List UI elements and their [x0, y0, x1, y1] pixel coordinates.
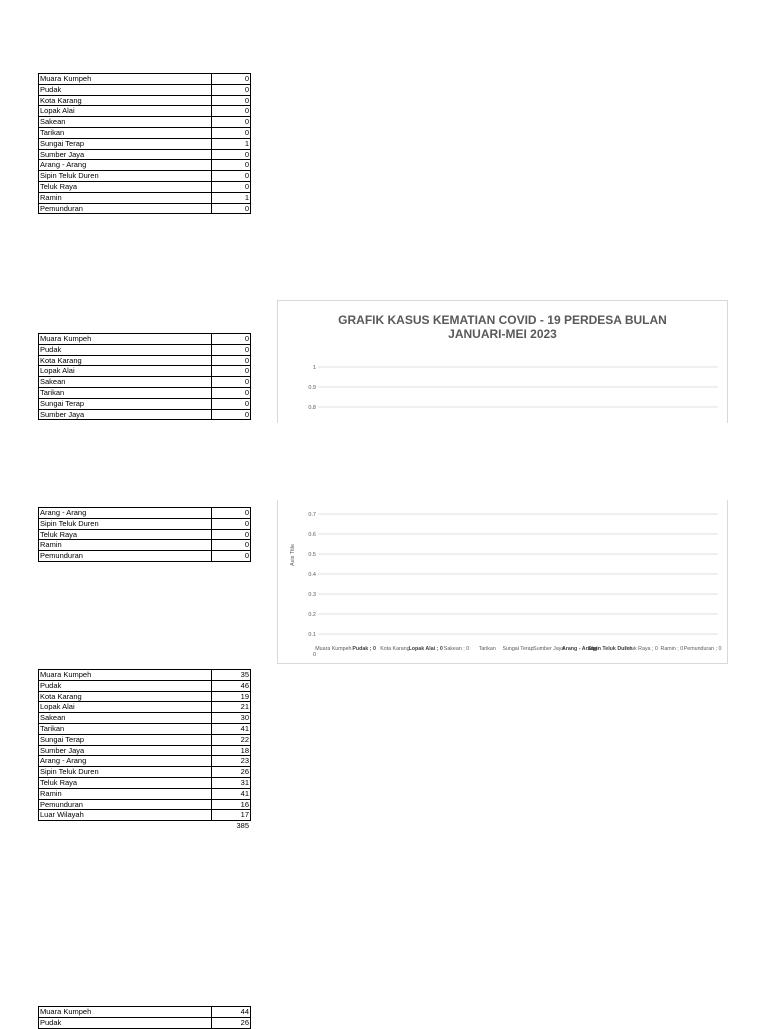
case-count-cell: 0 [212, 518, 251, 529]
y-tick-label: 0.7 [308, 512, 316, 518]
table-row [39, 344, 251, 355]
chart-panel-bottom [277, 500, 728, 664]
chart-bottom-plot [278, 500, 727, 663]
y-tick-label: 0.2 [308, 612, 316, 618]
case-count-cell: 41 [212, 723, 251, 734]
case-count-cell: 0 [212, 540, 251, 551]
category-label: Tarikan [478, 646, 496, 652]
village-name-cell: Ramin [39, 540, 212, 551]
table-row [39, 387, 251, 398]
category-label: Arang - Arang [561, 646, 598, 652]
chart-panel-top [277, 300, 728, 423]
case-count-cell: 26 [212, 1017, 251, 1028]
village-name-cell: Lopak Alai [39, 702, 212, 713]
village-name-cell: Sakean [39, 117, 212, 128]
y-tick-label: 1 [312, 365, 316, 371]
table-row [39, 355, 251, 366]
village-name-cell: Pudak [39, 680, 212, 691]
category-label: Ramin ; 0 [660, 646, 684, 652]
village-name-cell: Teluk Raya [39, 777, 212, 788]
case-count-cell: 0 [212, 344, 251, 355]
case-count-cell: 0 [212, 160, 251, 171]
case-count-cell: 23 [212, 756, 251, 767]
y-tick-label: 0.1 [308, 632, 316, 638]
table-row [39, 756, 251, 767]
category-label: Kota Karang [380, 646, 410, 652]
table-row [39, 84, 251, 95]
table-row [39, 810, 251, 821]
table-row [39, 181, 251, 192]
case-count-cell: 35 [212, 670, 251, 681]
table-row [39, 95, 251, 106]
y-tick-label: 0 [312, 652, 316, 658]
village-name-cell: Lopak Alai [39, 106, 212, 117]
village-name-cell: Muara Kumpeh [39, 74, 212, 85]
table-row [39, 723, 251, 734]
table-row [39, 702, 251, 713]
category-label: Sumber Jaya [533, 646, 565, 652]
case-count-cell: 17 [212, 810, 251, 821]
village-name-cell: Pemunduran [39, 203, 212, 214]
y-tick-label: 0.5 [308, 552, 316, 558]
village-name-cell: Sumber Jaya [39, 149, 212, 160]
chart-top-plot [278, 301, 727, 423]
case-count-cell: 0 [212, 171, 251, 182]
village-name-cell: Pudak [39, 84, 212, 95]
table-row [39, 149, 251, 160]
case-count-cell: 16 [212, 799, 251, 810]
category-label: Lopak Alai ; 0 [408, 646, 443, 652]
table-row [39, 377, 251, 388]
village-name-cell: Arang - Arang [39, 160, 212, 171]
village-name-cell: Kota Karang [39, 355, 212, 366]
case-count-cell: 21 [212, 702, 251, 713]
village-name-cell: Arang - Arang [39, 756, 212, 767]
case-count-cell: 46 [212, 680, 251, 691]
village-name-cell: Sungai Terap [39, 734, 212, 745]
village-name-cell: Sungai Terap [39, 398, 212, 409]
table-row [39, 203, 251, 214]
table-row [39, 74, 251, 85]
village-name-cell: Tarikan [39, 723, 212, 734]
table-row [39, 117, 251, 128]
table-row [39, 680, 251, 691]
case-count-cell: 0 [212, 181, 251, 192]
village-name-cell: Lopak Alai [39, 366, 212, 377]
table-row [39, 1017, 251, 1028]
village-name-cell: Sumber Jaya [39, 409, 212, 420]
table-row [39, 127, 251, 138]
table-row [39, 788, 251, 799]
table-row [39, 734, 251, 745]
y-axis-title: Axis Title [290, 543, 296, 567]
case-count-cell: 0 [212, 409, 251, 420]
table-row [39, 398, 251, 409]
y-tick-label: 0.4 [308, 572, 316, 578]
table-row [39, 713, 251, 724]
case-count-cell: 30 [212, 713, 251, 724]
table-row [39, 529, 251, 540]
data-table-5 [38, 1006, 251, 1029]
case-count-cell: 0 [212, 117, 251, 128]
village-name-cell: Luar Wilayah [39, 810, 212, 821]
table-row [39, 160, 251, 171]
table-row [39, 745, 251, 756]
total-value: 385 [236, 821, 249, 830]
case-count-cell: 1 [212, 192, 251, 203]
category-label: Sipin Teluk Duren [587, 646, 633, 652]
case-count-cell: 31 [212, 777, 251, 788]
case-count-cell: 0 [212, 551, 251, 562]
case-count-cell: 0 [212, 84, 251, 95]
table-row [39, 366, 251, 377]
category-label: Teluk Raya ; 0 [624, 646, 658, 652]
case-count-cell: 18 [212, 745, 251, 756]
village-name-cell: Muara Kumpeh [39, 1007, 212, 1018]
data-table-4 [38, 669, 251, 821]
case-count-cell: 0 [212, 127, 251, 138]
category-label: Pemunduran ; 0 [683, 646, 722, 652]
y-tick-label: 0.8 [308, 405, 316, 411]
case-count-cell: 0 [212, 387, 251, 398]
village-name-cell: Sipin Teluk Duren [39, 518, 212, 529]
table-row [39, 540, 251, 551]
case-count-cell: 0 [212, 508, 251, 519]
table-row [39, 691, 251, 702]
village-name-cell: Pemunduran [39, 551, 212, 562]
table-row [39, 670, 251, 681]
case-count-cell: 19 [212, 691, 251, 702]
table-row [39, 192, 251, 203]
village-name-cell: Sipin Teluk Duren [39, 767, 212, 778]
village-name-cell: Tarikan [39, 127, 212, 138]
table-row [39, 518, 251, 529]
case-count-cell: 0 [212, 377, 251, 388]
case-count-cell: 0 [212, 203, 251, 214]
y-tick-label: 0.6 [308, 532, 316, 538]
village-name-cell: Arang - Arang [39, 508, 212, 519]
case-count-cell: 0 [212, 398, 251, 409]
case-count-cell: 0 [212, 95, 251, 106]
y-tick-label: 0.9 [308, 385, 316, 391]
category-label: Sungai Terap [502, 646, 534, 652]
village-name-cell: Teluk Raya [39, 181, 212, 192]
case-count-cell: 0 [212, 529, 251, 540]
data-table-1 [38, 73, 251, 214]
table-row [39, 106, 251, 117]
village-name-cell: Teluk Raya [39, 529, 212, 540]
category-label: Sakean ; 0 [443, 646, 470, 652]
table-row [39, 508, 251, 519]
table-row [39, 334, 251, 345]
village-name-cell: Pudak [39, 344, 212, 355]
village-name-cell: Pemunduran [39, 799, 212, 810]
table-row [39, 777, 251, 788]
village-name-cell: Kota Karang [39, 691, 212, 702]
case-count-cell: 44 [212, 1007, 251, 1018]
table-row [39, 799, 251, 810]
case-count-cell: 0 [212, 74, 251, 85]
y-tick-label: 0.3 [308, 592, 316, 598]
case-count-cell: 0 [212, 366, 251, 377]
village-name-cell: Ramin [39, 788, 212, 799]
chart-title: GRAFIK KASUS KEMATIAN COVID - 19 PERDESA BULAN JANUARI-MEI 2023 [338, 313, 667, 341]
table-row [39, 767, 251, 778]
village-name-cell: Sumber Jaya [39, 745, 212, 756]
case-count-cell: 1 [212, 138, 251, 149]
case-count-cell: 0 [212, 149, 251, 160]
table-row [39, 1007, 251, 1018]
village-name-cell: Pudak [39, 1017, 212, 1028]
category-label: Pudak ; 0 [352, 646, 376, 652]
data-table-3 [38, 507, 251, 562]
village-name-cell: Sakean [39, 377, 212, 388]
table-row [39, 551, 251, 562]
case-count-cell: 0 [212, 334, 251, 345]
category-label: Muara Kumpeh [315, 646, 352, 652]
case-count-cell: 0 [212, 106, 251, 117]
data-table-2 [38, 333, 251, 420]
table-row [39, 171, 251, 182]
village-name-cell: Sakean [39, 713, 212, 724]
village-name-cell: Sipin Teluk Duren [39, 171, 212, 182]
table-row [39, 138, 251, 149]
table-row [39, 409, 251, 420]
village-name-cell: Ramin [39, 192, 212, 203]
case-count-cell: 0 [212, 355, 251, 366]
case-count-cell: 22 [212, 734, 251, 745]
village-name-cell: Muara Kumpeh [39, 670, 212, 681]
village-name-cell: Kota Karang [39, 95, 212, 106]
village-name-cell: Tarikan [39, 387, 212, 398]
village-name-cell: Muara Kumpeh [39, 334, 212, 345]
case-count-cell: 41 [212, 788, 251, 799]
village-name-cell: Sungai Terap [39, 138, 212, 149]
case-count-cell: 26 [212, 767, 251, 778]
